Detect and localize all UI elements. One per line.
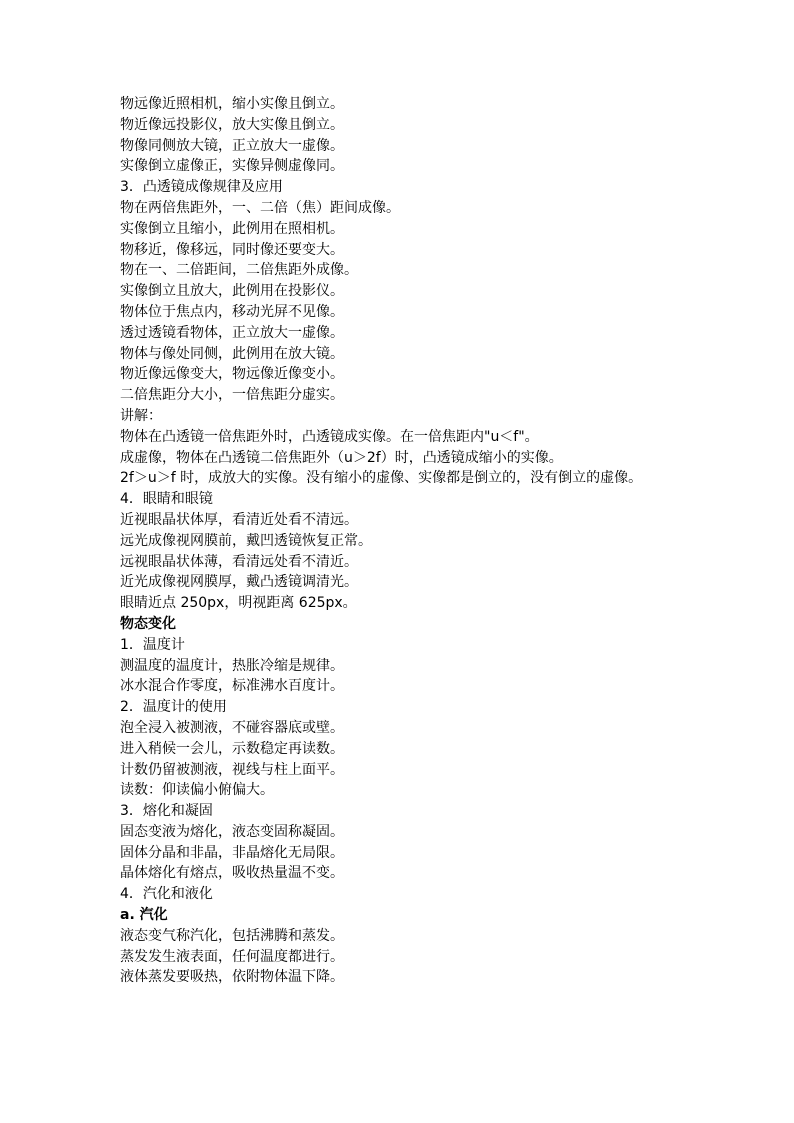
- text-line: 晶体熔化有熔点，吸收热量温不变。: [120, 865, 344, 882]
- text-line: 蒸发发生液表面，任何温度都进行。: [120, 948, 344, 965]
- text-line: 4．汽化和液化: [120, 886, 213, 903]
- text-line: 物在一、二倍距间，二倍焦距外成像。: [120, 262, 358, 279]
- text-line: 实像倒立且放大，此例用在投影仪。: [120, 283, 344, 300]
- text-line: 透过透镜看物体，正立放大一虚像。: [120, 324, 344, 341]
- text-line: 物体在凸透镜一倍焦距外时，凸透镜成实像。在一倍焦距内"u＜f"。: [120, 428, 539, 445]
- text-line: 液态变气称汽化，包括沸腾和蒸发。: [120, 927, 344, 944]
- text-line: 实像倒立且缩小，此例用在照相机。: [120, 220, 344, 237]
- text-line: 近光成像视网膜厚，戴凸透镜调清光。: [120, 574, 358, 591]
- document-body: [120, 94, 680, 988]
- text-line: 固态变液为熔化，液态变固称凝固。: [120, 823, 344, 840]
- text-line: 液体蒸发要吸热，依附物体温下降。: [120, 969, 344, 986]
- text-line: 测温度的温度计，热胀冷缩是规律。: [120, 657, 344, 674]
- text-line: 3．熔化和凝固: [120, 803, 213, 820]
- text-line: 冰水混合作零度，标准沸水百度计。: [120, 678, 344, 695]
- text-line: 读数：仰读偏小俯偏大。: [120, 782, 274, 799]
- text-line: 物远像近照相机，缩小实像且倒立。: [120, 96, 344, 112]
- text-line: 远视眼晶状体薄，看清远处看不清近。: [120, 553, 358, 570]
- text-line: 物体与像处同侧，此例用在放大镜。: [120, 345, 344, 362]
- text-line: 1．温度计: [120, 636, 185, 653]
- section-heading: 物态变化: [120, 615, 176, 632]
- text-line: 物近像远投影仪，放大实像且倒立。: [120, 116, 344, 133]
- text-line: 3．凸透镜成像规律及应用: [120, 179, 283, 196]
- text-line: 成虚像，物体在凸透镜二倍焦距外（u＞2f）时，凸透镜成缩小的实像。: [120, 449, 563, 466]
- text-line: 2f＞u＞f 时，成放大的实像。没有缩小的虚像、实像都是倒立的，没有倒立的虚像。: [120, 470, 643, 487]
- text-line: 实像倒立虚像正，实像异侧虚像同。: [120, 158, 344, 175]
- text-line: 物像同侧放大镜，正立放大一虚像。: [120, 137, 344, 154]
- text-line: 计数仍留被测液，视线与柱上面平。: [120, 761, 344, 778]
- text-line: 物移近，像移远，同时像还要变大。: [120, 241, 344, 258]
- text-line: 讲解：: [120, 407, 162, 424]
- section-heading: a. 汽化: [120, 907, 168, 924]
- text-line: 进入稍候一会儿，示数稳定再读数。: [120, 740, 344, 757]
- text-line: 4．眼睛和眼镜: [120, 491, 213, 508]
- text-line: 物近像远像变大，物远像近像变小。: [120, 366, 344, 383]
- text-line: 二倍焦距分大小，一倍焦距分虚实。: [120, 387, 344, 404]
- text-line: 眼睛近点 250px，明视距离 625px。: [120, 595, 357, 612]
- text-line: 远光成像视网膜前，戴凹透镜恢复正常。: [120, 532, 372, 549]
- text-line: 近视眼晶状体厚，看清近处看不清远。: [120, 511, 358, 528]
- text-line: 2．温度计的使用: [120, 699, 227, 716]
- text-line: 物体位于焦点内，移动光屏不见像。: [120, 303, 344, 320]
- text-line: 泡全浸入被测液，不碰容器底或壁。: [120, 719, 344, 736]
- text-line: 固体分晶和非晶，非晶熔化无局限。: [120, 844, 344, 861]
- text-line: 物在两倍焦距外，一、二倍（焦）距间成像。: [120, 199, 400, 216]
